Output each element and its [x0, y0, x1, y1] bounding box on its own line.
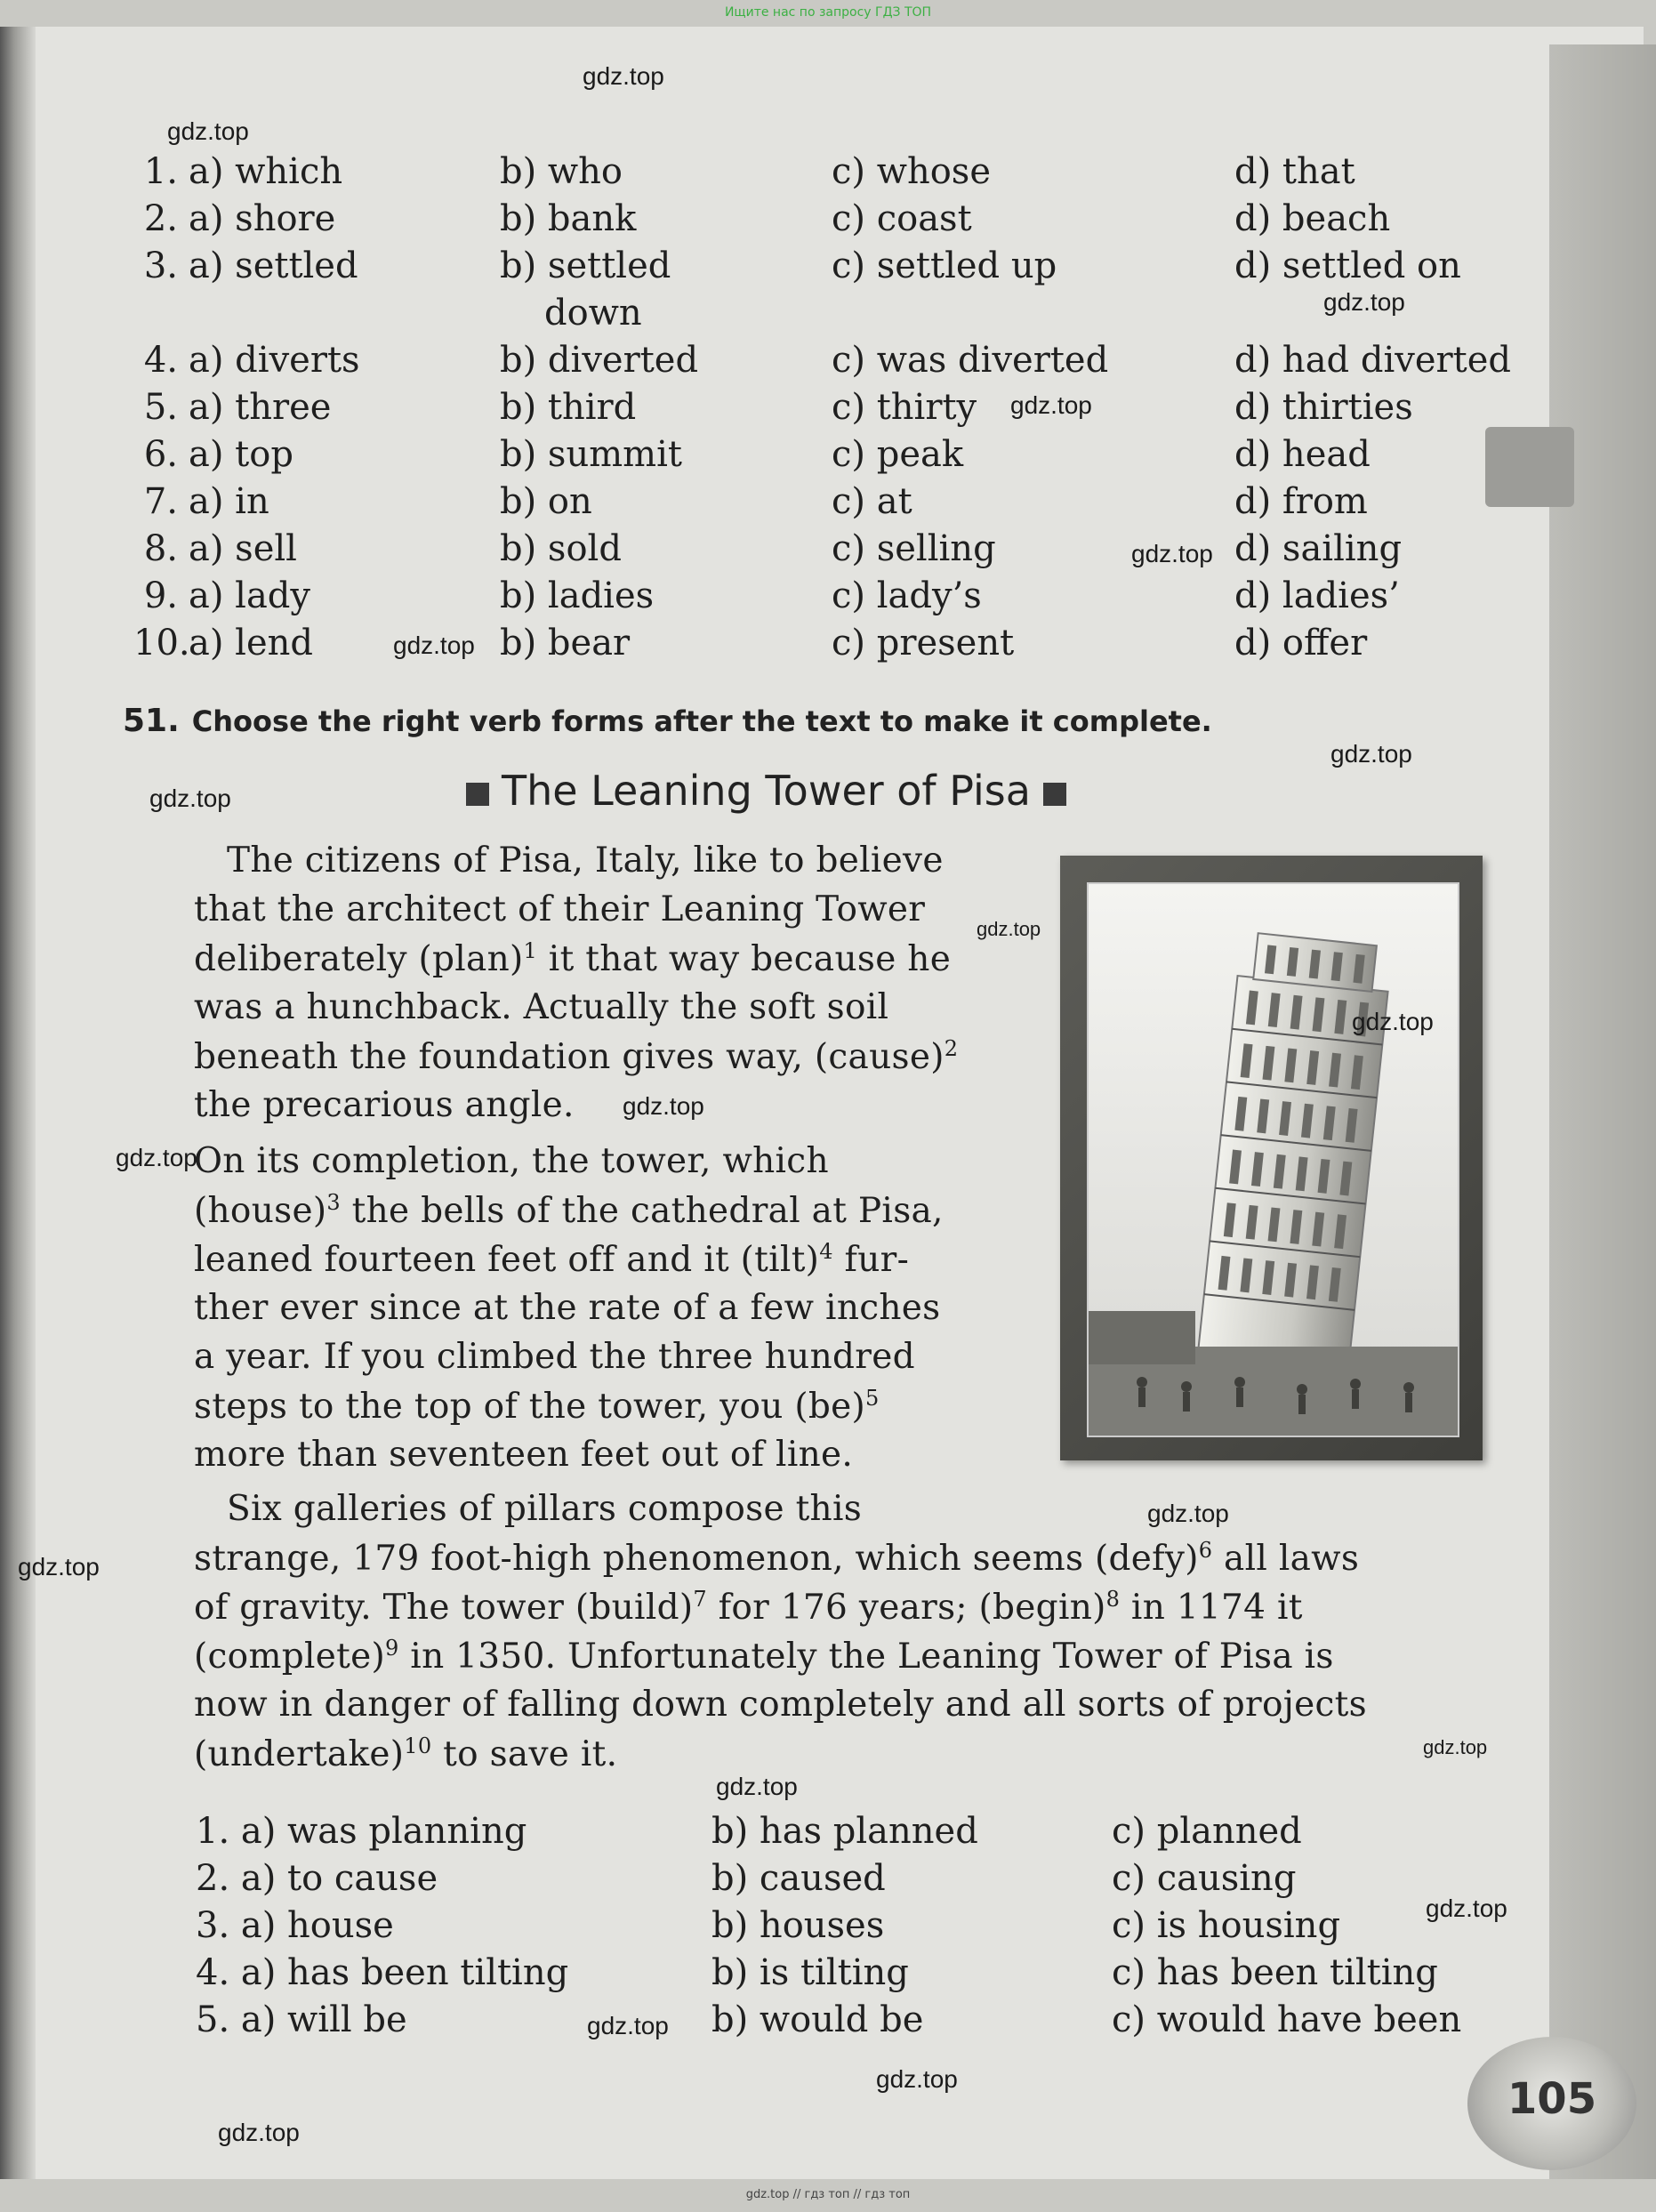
footnote-number: 4 [819, 1239, 833, 1264]
text-segment: for 176 years; (begin) [706, 1588, 1106, 1628]
text-line [194, 1085, 575, 1125]
option-d: d) ladies’ [1234, 575, 1400, 616]
option-b: b) ladies [500, 575, 655, 616]
text-segment: more than seventeen feet out of line. [194, 1435, 854, 1475]
watermark-text: gdz.top [1352, 1008, 1434, 1035]
footnote-number: 1 [523, 938, 538, 963]
answer-row [196, 1905, 1485, 1951]
option-d: d) from [1234, 481, 1368, 522]
option-a: a) shore [189, 198, 336, 239]
page-number-badge [1467, 2037, 1636, 2170]
text-line [227, 1489, 862, 1529]
watermark-text: gdz.top [1010, 391, 1092, 419]
option-d: d) that [1234, 151, 1355, 192]
footnote-number: 3 [326, 1190, 341, 1215]
text-segment: fur- [832, 1240, 910, 1280]
text-line [194, 1337, 915, 1377]
option-number: 7. [143, 481, 178, 522]
answer-a: 5. a) will be [196, 1999, 407, 2040]
text-line [194, 889, 925, 929]
tower-illustration [1089, 884, 1458, 1436]
text-line [194, 1386, 880, 1427]
watermark-text: gdz.top [167, 117, 249, 145]
option-row [133, 151, 1521, 197]
option-d: d) thirties [1234, 387, 1413, 428]
answer-a: 1. a) was planning [196, 1811, 527, 1852]
page-number: 105 [1507, 2074, 1597, 2124]
option-b-continuation: down [544, 293, 642, 334]
exercise-instruction: Choose the right verb forms after the text to make it complete. [191, 704, 1212, 738]
answer-c: c) planned [1112, 1811, 1302, 1852]
option-row [133, 575, 1521, 622]
option-d: d) beach [1234, 198, 1391, 239]
answer-b: b) is tilting [711, 1952, 909, 1993]
text-segment: ther ever since at the rate of a few inches [194, 1288, 941, 1328]
text-line [194, 987, 888, 1027]
text-segment: deliberately (plan) [194, 939, 524, 979]
option-c: c) selling [832, 528, 996, 569]
watermark-text: gdz.top [1131, 540, 1213, 567]
header-banner[interactable]: Ищите нас по запросу ГДЗ ТОП [724, 5, 932, 20]
text-line [194, 1538, 1359, 1579]
text-line [194, 1435, 853, 1475]
text-segment: strange, 179 foot-high phenomenon, which seems (defy) [194, 1539, 1199, 1579]
text-segment: The citizens of Pisa, Italy, like to believe [227, 841, 944, 881]
text-line [194, 1685, 1367, 1725]
exercise-number: 51. [123, 703, 180, 739]
option-d: d) head [1234, 434, 1371, 475]
text-line [194, 1587, 1303, 1628]
text-segment: On its completion, the tower, which [194, 1141, 829, 1181]
option-d: d) sailing [1234, 528, 1403, 569]
footnote-number: 2 [944, 1036, 959, 1061]
option-row [133, 198, 1521, 245]
text-line [194, 1141, 829, 1181]
footnote-number: 8 [1105, 1587, 1121, 1612]
watermark-text: gdz.top [716, 1773, 798, 1800]
text-line [194, 1636, 1334, 1677]
option-a: a) in [189, 481, 269, 522]
watermark-text: gdz.top [587, 2012, 669, 2039]
option-number: 3. [143, 245, 178, 286]
text-segment: it that way because he [537, 939, 952, 979]
exercise-51-heading [123, 703, 1212, 739]
option-row [133, 528, 1521, 575]
footnote-number: 9 [385, 1636, 399, 1661]
answer-c: c) would have been [1112, 1999, 1462, 2040]
option-row [133, 245, 1521, 292]
answer-c: c) causing [1112, 1858, 1297, 1899]
option-d: d) settled on [1234, 245, 1461, 286]
option-a: a) top [189, 434, 293, 475]
page-edge-strip [1549, 44, 1656, 2179]
answer-a: 4. a) has been tilting [196, 1952, 569, 1993]
title-marker-left [466, 783, 489, 806]
option-a: a) sell [189, 528, 297, 569]
option-number: 5. [143, 387, 178, 428]
watermark-text: gdz.top [18, 1553, 100, 1581]
answer-b: b) would be [711, 1999, 924, 2040]
option-row [133, 623, 1521, 669]
text-segment: the precarious angle. [194, 1085, 575, 1125]
answer-b: b) houses [711, 1905, 885, 1946]
footnote-number: 6 [1198, 1538, 1213, 1563]
watermark-text: gdz.top [1426, 1894, 1507, 1922]
watermark-text: gdz.top [583, 62, 664, 90]
watermark-text: gdz.top [1147, 1500, 1229, 1527]
option-d: d) offer [1234, 623, 1368, 664]
option-b: b) sold [500, 528, 622, 569]
answer-a: 3. a) house [196, 1905, 394, 1946]
text-segment: steps to the top of the tower, you (be) [194, 1387, 866, 1427]
text-segment: in 1174 it [1120, 1588, 1303, 1628]
text-line [194, 1190, 944, 1231]
option-c: c) coast [832, 198, 972, 239]
footnote-number: 10 [404, 1733, 432, 1758]
text-segment: (undertake) [194, 1734, 405, 1774]
watermark-text: gdz.top [977, 918, 1041, 940]
option-b: b) summit [500, 434, 682, 475]
option-d: d) had diverted [1234, 340, 1511, 381]
answer-c: c) is housing [1112, 1905, 1341, 1946]
option-b: b) settled [500, 245, 671, 286]
option-number: 9. [143, 575, 178, 616]
option-number: 8. [143, 528, 178, 569]
option-a: a) lady [189, 575, 311, 616]
text-line [194, 1239, 909, 1280]
text-segment: that the architect of their Leaning Tower [194, 889, 926, 929]
option-number: 4. [143, 340, 178, 381]
option-number: 10. [133, 623, 190, 664]
photo-frame [1060, 856, 1483, 1460]
option-a: a) settled [189, 245, 358, 286]
text-segment: a year. If you climbed the three hundred [194, 1337, 915, 1377]
option-number: 1. [143, 151, 178, 192]
option-row [133, 340, 1521, 386]
option-row [133, 387, 1521, 433]
option-b: b) bear [500, 623, 631, 664]
text-segment: was a hunchback. Actually the soft soil [194, 987, 889, 1027]
option-b: b) third [500, 387, 637, 428]
option-a: a) which [189, 151, 343, 192]
answer-b: b) caused [711, 1858, 886, 1899]
answer-b: b) has planned [711, 1811, 978, 1852]
text-title [454, 767, 1079, 815]
text-segment: to save it. [431, 1734, 618, 1774]
footer-text: gdz.top // гдз топ // гдз топ [745, 2188, 911, 2201]
text-segment: all laws [1212, 1539, 1360, 1579]
watermark-text: gdz.top [218, 2119, 300, 2146]
option-b: b) diverted [500, 340, 699, 381]
option-b: b) bank [500, 198, 637, 239]
option-c: c) present [832, 623, 1015, 664]
text-line [194, 938, 951, 979]
leaning-tower-photo [1087, 882, 1459, 1437]
watermark-text: gdz.top [393, 631, 475, 659]
option-c: c) was diverted [832, 340, 1109, 381]
text-line [227, 841, 944, 881]
text-segment: Six galleries of pillars compose this [227, 1489, 863, 1529]
watermark-text: gdz.top [149, 784, 231, 812]
text-segment: (house) [194, 1191, 327, 1231]
text-segment: now in danger of falling down completely and all sorts of projects [194, 1685, 1367, 1725]
text-segment: (complete) [194, 1637, 386, 1677]
title-text: The Leaning Tower of Pisa [502, 767, 1031, 815]
text-line [194, 1036, 958, 1077]
watermark-text: gdz.top [116, 1144, 197, 1171]
option-a: a) three [189, 387, 332, 428]
text-segment: leaned fourteen feet off and it (tilt) [194, 1240, 820, 1280]
text-segment: of gravity. The tower (build) [194, 1588, 694, 1628]
text-segment: beneath the foundation gives way, (cause) [194, 1037, 945, 1077]
option-row [133, 434, 1521, 480]
option-a: a) lend [189, 623, 313, 664]
answer-c: c) has been tilting [1112, 1952, 1438, 1993]
option-b: b) who [500, 151, 623, 192]
option-c: c) peak [832, 434, 964, 475]
option-c: c) settled up [832, 245, 1057, 286]
footnote-number: 5 [865, 1386, 880, 1411]
footnote-number: 7 [693, 1587, 707, 1612]
option-c: c) at [832, 481, 912, 522]
option-c: c) lady’s [832, 575, 982, 616]
answer-row [196, 1952, 1485, 1999]
text-segment: in 1350. Unfortunately the Leaning Tower of Pisa is [398, 1637, 1334, 1677]
option-number: 6. [143, 434, 178, 475]
watermark-text: gdz.top [1423, 1736, 1488, 1758]
option-a: a) diverts [189, 340, 360, 381]
answer-row [196, 1811, 1485, 1857]
watermark-text: gdz.top [623, 1092, 704, 1120]
text-segment: the bells of the cathedral at Pisa, [340, 1191, 944, 1231]
watermark-text: gdz.top [876, 2065, 958, 2093]
text-line [194, 1733, 617, 1774]
text-line [194, 1288, 941, 1328]
option-row [133, 481, 1521, 527]
answer-a: 2. a) to cause [196, 1858, 438, 1899]
answer-row [196, 1999, 1485, 2046]
watermark-text: gdz.top [1330, 740, 1412, 768]
answer-row [196, 1858, 1485, 1904]
option-b: b) on [500, 481, 592, 522]
option-c: c) thirty [832, 387, 977, 428]
book-binding [0, 27, 36, 2179]
option-number: 2. [143, 198, 178, 239]
watermark-text: gdz.top [1323, 288, 1405, 316]
option-c: c) whose [832, 151, 992, 192]
title-marker-right [1043, 783, 1066, 806]
